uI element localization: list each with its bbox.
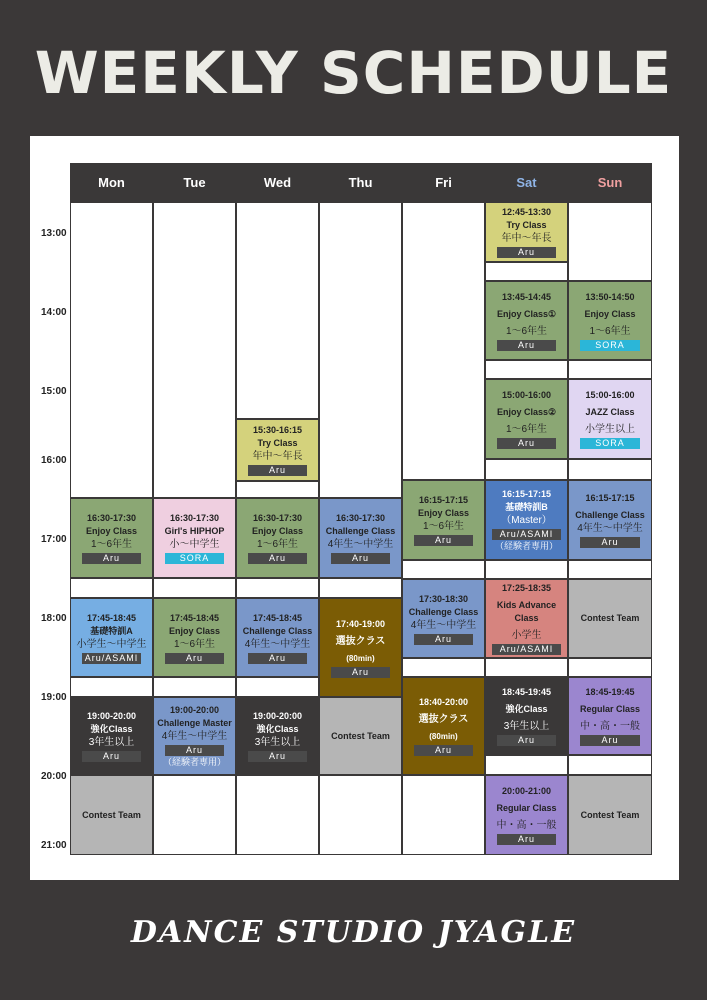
class-time: 19:00-20:00 xyxy=(252,711,303,721)
empty-slot xyxy=(71,203,152,497)
empty-slot xyxy=(403,776,484,854)
instructor-badge: Aru xyxy=(497,834,557,845)
class-block[interactable] xyxy=(320,698,401,774)
instructor-badge: Aru xyxy=(82,751,142,762)
class-note: （経験者専用） xyxy=(162,756,226,767)
empty-slot xyxy=(486,263,567,280)
empty-slot xyxy=(320,776,401,854)
class-name: Regular Class xyxy=(579,704,641,714)
class-block[interactable] xyxy=(71,499,152,577)
instructor-badge: Aru xyxy=(497,247,557,258)
empty-slot xyxy=(486,561,567,578)
time-label: 19:00 xyxy=(41,692,67,703)
class-detail: (80min) xyxy=(346,653,375,663)
class-block[interactable] xyxy=(320,499,401,577)
class-detail: 1〜6年生 xyxy=(90,539,133,550)
class-detail: 小学生〜中学生 xyxy=(76,638,147,650)
class-detail: 1〜6年生 xyxy=(505,325,548,337)
instructor-badge: SORA xyxy=(580,438,641,449)
instructor-badge: SORA xyxy=(580,340,641,351)
class-detail: 中・高・一般 xyxy=(580,721,640,732)
instructor-badge: Aru xyxy=(580,735,641,746)
class-block[interactable] xyxy=(569,380,651,458)
class-block[interactable] xyxy=(71,698,152,774)
class-block[interactable] xyxy=(403,678,484,774)
class-detail: 4年生〜中学生 xyxy=(410,619,477,631)
class-block[interactable] xyxy=(569,678,651,754)
instructor-badge: Aru xyxy=(331,667,391,678)
empty-slot xyxy=(154,579,235,597)
class-time: 16:30-17:30 xyxy=(252,513,303,523)
class-detail: （Master） xyxy=(501,514,552,526)
empty-slot xyxy=(237,482,318,497)
empty-slot xyxy=(569,203,651,280)
day-header-wed: Wed xyxy=(237,164,318,201)
class-name: Contest Team xyxy=(580,809,640,820)
class-time: 16:30-17:30 xyxy=(169,513,220,523)
class-name: 強化Class xyxy=(505,704,548,714)
class-block[interactable] xyxy=(486,776,567,854)
empty-slot xyxy=(71,678,152,696)
class-detail: 1〜6年生 xyxy=(505,424,548,435)
class-name: 選抜クラス xyxy=(335,635,386,647)
class-block[interactable] xyxy=(403,481,484,559)
class-time: 16:15-17:15 xyxy=(501,488,552,499)
class-detail: 1〜6年生 xyxy=(256,539,299,550)
time-label: 17:00 xyxy=(41,534,67,545)
class-block[interactable] xyxy=(569,481,651,559)
class-detail: 年中〜年長 xyxy=(252,451,303,462)
class-time: 17:45-18:45 xyxy=(169,612,220,623)
empty-slot xyxy=(569,460,651,479)
time-label: 14:00 xyxy=(41,307,67,318)
class-detail: 1〜6年生 xyxy=(422,521,465,532)
instructor-badge: Aru xyxy=(414,745,474,756)
class-name: 強化Class xyxy=(90,724,133,734)
instructor-badge: Aru/ASAMI xyxy=(492,529,562,540)
empty-slot xyxy=(569,659,651,676)
class-detail: 4年生〜中学生 xyxy=(244,638,311,650)
class-block[interactable] xyxy=(237,420,318,480)
class-block[interactable] xyxy=(486,203,567,261)
class-name: 強化Class xyxy=(256,724,299,734)
class-time: 19:00-20:00 xyxy=(86,711,137,721)
page-title: WEEKLY SCHEDULE xyxy=(34,39,673,107)
class-detail: 中・高・一般 xyxy=(496,820,557,831)
class-time: 18:45-19:45 xyxy=(585,687,635,697)
class-block[interactable] xyxy=(569,282,651,359)
class-name: Try Class xyxy=(506,220,547,230)
class-time: 13:50-14:50 xyxy=(585,291,635,302)
class-block[interactable] xyxy=(486,380,567,458)
schedule-grid xyxy=(70,163,652,855)
class-name: Challenge Class xyxy=(325,526,396,536)
empty-slot xyxy=(486,659,567,676)
class-name: Enjoy Class xyxy=(417,508,470,518)
instructor-badge: Aru xyxy=(497,438,557,449)
time-label: 13:00 xyxy=(41,228,67,239)
class-name: Kids Advance Class xyxy=(496,600,557,623)
empty-slot xyxy=(320,579,401,597)
empty-slot xyxy=(569,756,651,774)
time-label: 16:00 xyxy=(41,455,67,466)
empty-slot xyxy=(154,203,235,497)
class-time: 20:00-21:00 xyxy=(501,786,552,796)
class-block[interactable] xyxy=(569,580,651,657)
class-time: 18:40-20:00 xyxy=(418,697,469,707)
class-detail: 1〜6年生 xyxy=(173,638,216,650)
class-name: Enjoy Class xyxy=(584,308,636,319)
time-label: 21:00 xyxy=(41,840,67,851)
instructor-badge: Aru xyxy=(248,751,308,762)
instructor-badge: Aru xyxy=(165,653,225,664)
empty-slot xyxy=(403,561,484,578)
class-name: Challenge Class xyxy=(408,606,479,617)
time-label: 18:00 xyxy=(41,613,67,624)
class-block[interactable] xyxy=(154,599,235,676)
time-label: 20:00 xyxy=(41,771,67,782)
class-name: Enjoy Class xyxy=(251,526,304,536)
empty-slot xyxy=(403,659,484,676)
class-block[interactable] xyxy=(486,678,567,754)
class-detail: 4年生〜中学生 xyxy=(327,539,394,550)
empty-slot xyxy=(237,203,318,418)
instructor-badge: Aru xyxy=(331,553,391,564)
class-block[interactable] xyxy=(154,698,235,774)
class-block[interactable] xyxy=(154,499,235,577)
instructor-badge: Aru xyxy=(580,537,641,548)
class-time: 16:30-17:30 xyxy=(86,513,137,523)
class-block[interactable] xyxy=(320,599,401,696)
class-detail: 小学生以上 xyxy=(585,424,635,435)
empty-slot xyxy=(320,203,401,497)
instructor-badge: Aru/ASAMI xyxy=(492,644,562,655)
class-name: Contest Team xyxy=(580,613,640,623)
class-name: 選抜クラス xyxy=(418,714,469,725)
day-header-sun: Sun xyxy=(569,164,651,201)
studio-logo: DANCE STUDIO JYAGLE xyxy=(130,915,577,950)
class-time: 15:00-16:00 xyxy=(501,390,552,400)
class-name: 基礎特訓B xyxy=(505,501,548,512)
empty-slot xyxy=(154,678,235,696)
class-name: Girl's HIPHOP xyxy=(164,526,225,536)
empty-slot xyxy=(237,678,318,696)
day-header-mon: Mon xyxy=(71,164,152,201)
empty-slot xyxy=(486,756,567,774)
class-time: 18:45-19:45 xyxy=(501,687,552,697)
class-name: JAZZ Class xyxy=(585,407,635,417)
empty-slot xyxy=(486,361,567,378)
class-name: Challenge Class xyxy=(575,510,645,520)
class-name: Regular Class xyxy=(496,803,557,813)
day-header-sat: Sat xyxy=(486,164,567,201)
class-name: Enjoy Class① xyxy=(496,308,557,319)
class-detail: (80min) xyxy=(429,732,458,741)
class-detail: 3年生以上 xyxy=(254,737,301,748)
class-detail: 3年生以上 xyxy=(503,721,550,732)
class-name: 基礎特訓A xyxy=(90,625,133,636)
empty-slot xyxy=(403,203,484,479)
empty-slot xyxy=(569,561,651,578)
empty-slot xyxy=(569,361,651,378)
class-block[interactable] xyxy=(71,599,152,676)
class-time: 17:40-19:00 xyxy=(335,618,386,629)
class-time: 12:45-13:30 xyxy=(501,207,552,217)
instructor-badge: Aru/ASAMI xyxy=(82,653,142,664)
class-name: Enjoy Class② xyxy=(496,407,557,417)
class-time: 16:15-17:15 xyxy=(418,495,469,505)
instructor-badge: Aru xyxy=(414,634,474,645)
day-header-fri: Fri xyxy=(403,164,484,201)
instructor-badge: Aru xyxy=(248,465,308,476)
day-header-tue: Tue xyxy=(154,164,235,201)
class-name: Enjoy Class xyxy=(168,625,221,636)
class-name: Contest Team xyxy=(331,730,390,741)
class-name: Try Class xyxy=(257,438,298,448)
class-detail: 小〜中学生 xyxy=(169,539,220,550)
instructor-badge: Aru xyxy=(497,340,557,351)
class-name: Enjoy Class xyxy=(85,526,138,536)
class-name: Contest Team xyxy=(82,809,141,820)
class-time: 17:30-18:30 xyxy=(418,593,469,604)
class-block[interactable] xyxy=(403,580,484,657)
class-detail: 1〜6年生 xyxy=(589,325,631,337)
class-time: 15:30-16:15 xyxy=(252,425,303,435)
class-detail: 年中〜年長 xyxy=(501,233,552,244)
class-note: （経験者専用） xyxy=(494,540,558,551)
empty-slot xyxy=(237,776,318,854)
class-time: 16:15-17:15 xyxy=(585,493,635,503)
class-detail: 4年生〜中学生 xyxy=(161,730,228,742)
class-time: 17:45-18:45 xyxy=(86,612,137,623)
class-block[interactable] xyxy=(237,698,318,774)
time-label: 15:00 xyxy=(41,386,67,397)
instructor-badge: Aru xyxy=(165,745,225,756)
empty-slot xyxy=(154,776,235,854)
class-time: 16:30-17:30 xyxy=(335,513,386,523)
class-detail: 3年生以上 xyxy=(88,737,135,748)
class-detail: 4年生〜中学生 xyxy=(577,523,643,534)
class-time: 19:00-20:00 xyxy=(169,704,220,715)
class-block[interactable] xyxy=(237,599,318,676)
class-block[interactable] xyxy=(486,580,567,657)
class-detail: 小学生 xyxy=(511,630,542,641)
class-block[interactable] xyxy=(486,481,567,559)
class-block[interactable] xyxy=(71,776,152,854)
class-time: 17:45-18:45 xyxy=(252,612,303,623)
class-time: 17:25-18:35 xyxy=(501,583,552,593)
instructor-badge: Aru xyxy=(82,553,142,564)
instructor-badge: Aru xyxy=(497,735,557,746)
instructor-badge: SORA xyxy=(165,553,225,564)
class-time: 15:00-16:00 xyxy=(585,390,635,400)
instructor-badge: Aru xyxy=(248,553,308,564)
empty-slot xyxy=(71,579,152,597)
class-name: Challenge Class xyxy=(242,625,313,636)
empty-slot xyxy=(486,460,567,479)
class-time: 13:45-14:45 xyxy=(501,291,552,302)
class-block[interactable] xyxy=(486,282,567,359)
day-header-thu: Thu xyxy=(320,164,401,201)
instructor-badge: Aru xyxy=(414,535,474,546)
instructor-badge: Aru xyxy=(248,653,308,664)
empty-slot xyxy=(237,579,318,597)
class-block[interactable] xyxy=(237,499,318,577)
class-name: Challenge Master xyxy=(157,717,232,728)
class-block[interactable] xyxy=(569,776,651,854)
